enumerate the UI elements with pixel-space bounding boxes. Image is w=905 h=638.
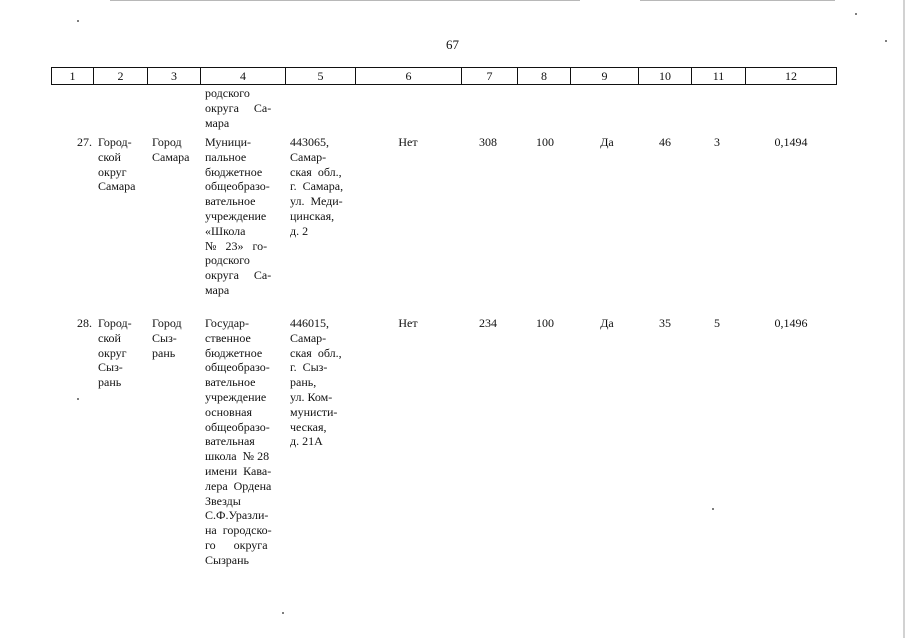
scan-top-edge xyxy=(640,0,835,1)
col11-cell: 5 xyxy=(714,316,720,330)
header-cell: 12 xyxy=(785,69,797,83)
col9-cell: Да xyxy=(600,135,614,149)
col6-cell: Нет xyxy=(398,316,418,330)
header-cell: 11 xyxy=(692,68,746,84)
page-number: 67 xyxy=(446,37,459,52)
row-number: 28. xyxy=(77,316,92,330)
col9-cell: Да xyxy=(600,316,614,330)
scan-speck xyxy=(77,398,79,400)
municipality-cell: Город- ской округ Самара xyxy=(98,135,136,194)
col12-cell: 0,1494 xyxy=(774,135,808,149)
header-cell: 5 xyxy=(286,68,356,84)
organization-cell: Государ- ственное бюджетное общеобразо- вательное учреждение основная общеобразо- вательная школа № 28 имени Кава- лера Ордена Звезды С.Ф.Уразли- на городско- го округа Сызрань xyxy=(205,316,272,567)
header-cell: 1 xyxy=(52,68,94,84)
row-number: 27. xyxy=(77,135,92,149)
col8-cell: 100 xyxy=(536,316,554,330)
address-cell: 443065, Самар- ская обл., г. Самара, ул. Меди- цинская, д. 2 xyxy=(290,135,344,238)
col7-cell: 234 xyxy=(479,316,497,330)
settlement-cell: Город Сыз- рань xyxy=(152,316,182,360)
header-cell: 7 xyxy=(462,68,518,84)
scan-speck xyxy=(77,20,79,22)
header-cell: 8 xyxy=(518,68,571,84)
header-cell: 6 xyxy=(356,68,462,84)
header-cell: 3 xyxy=(148,68,201,84)
col11-cell: 3 xyxy=(714,135,720,149)
col6-cell: Нет xyxy=(398,135,418,149)
continuation-text: родского округа Са- мара xyxy=(205,86,272,130)
organization-cell: Муници- пальное бюджетное общеобразо- вательное учреждение «Школа № 23» го- родского округа Са- мара xyxy=(205,135,272,297)
scan-top-edge xyxy=(110,0,580,1)
col8-cell: 100 xyxy=(536,135,554,149)
settlement-cell: Город Самара xyxy=(152,135,190,164)
scan-speck xyxy=(282,612,284,614)
scan-speck xyxy=(712,508,714,510)
col10-cell: 46 xyxy=(659,135,671,149)
header-cell: 4 xyxy=(201,68,286,84)
header-cell: 10 xyxy=(639,68,692,84)
header-cell: 2 xyxy=(94,68,148,84)
header-cell: 9 xyxy=(571,68,639,84)
municipality-cell: Город- ской округ Сыз- рань xyxy=(98,316,132,390)
col10-cell: 35 xyxy=(659,316,671,330)
table-header-row xyxy=(51,67,837,85)
scan-speck xyxy=(855,13,857,15)
address-cell: 446015, Самар- ская обл., г. Сыз- рань, ул. Ком- мунисти- ческая, д. 21А xyxy=(290,316,342,449)
col7-cell: 308 xyxy=(479,135,497,149)
col12-cell: 0,1496 xyxy=(774,316,808,330)
